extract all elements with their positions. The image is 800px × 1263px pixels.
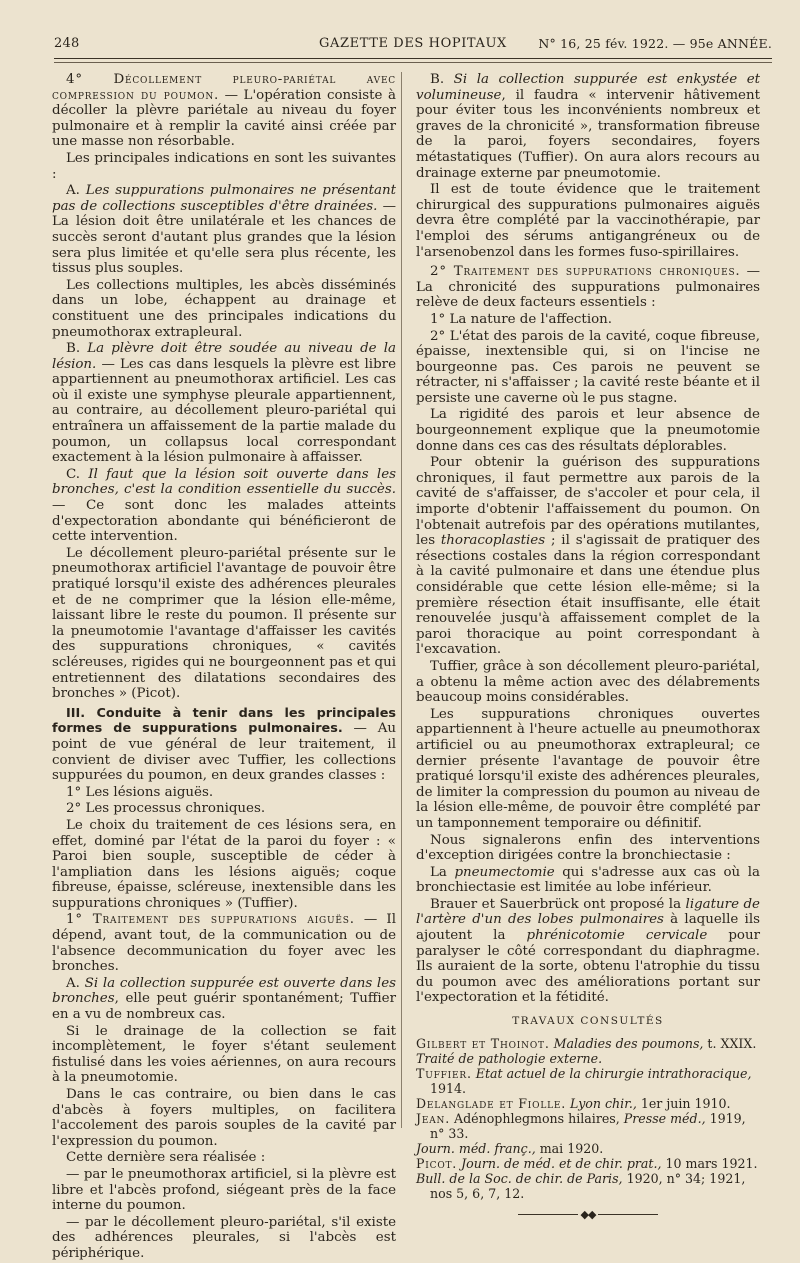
reference-title: Traité de pathologie externe. [416,1050,603,1066]
paragraph-lead: A. [66,975,85,991]
list-item: 1° La nature de l'affection. [430,311,613,327]
italic-text: pneumectomie [454,864,555,880]
paragraph [416,865,760,896]
references-title: TRAVAUX CONSULTÉS [512,1015,664,1028]
paragraph: Le décollement pleuro-pariétal présente sur le pneumothorax artificiel l'avantage de pouvoir être pratiqué lorsqu'il existe des adhérences pleurales et de ne comprimer que la lésion elle-même, laissant libre le reste du poumon. Il présente sur la pneumotomie l'avantage d'affaisser les cavités des suppurations chroniques, « cavités scléreuses, rigides qui ne bourgeonnent pas et qui entretiennent des dilatations secondaires des bronches » (Picot). [52,545,396,702]
paragraph: — par le pneumothorax artificiel, si la plèvre est libre et l'abcès profond, siégeant près de la face interne du poumon. [52,1166,396,1214]
reference-detail: 1er juin 1910. [636,1095,731,1111]
paragraph: Si le drainage de la collection se fait incomplètement, le foyer s'étant seulement fistulisé dans les voies aériennes, on aura recours à la pneumotomie. [52,1023,396,1086]
reference-detail: 10 mars 1921. [661,1155,758,1171]
section-heading: 4° Décollement pleuro-pariétal avec compression du poumon. [52,72,396,103]
paragraph-text: La [430,864,455,880]
paragraph-text: qui s'adresse aux cas où la bronchiectasie est limitée au lobe inférieur. [416,864,760,896]
italic-text: Si la collection suppurée est enkystée et volumineuse [416,72,760,103]
paragraph: Les collections multiples, les abcès disséminés dans un lobe, échappent au drainage et constituent une des principales indications du pneumothorax extrapleural. [52,277,396,340]
reference-item [416,1171,760,1201]
paragraph: — par le décollement pleuro-pariétal, s'il existe des adhérences pleurales, si l'abcès est périphérique. [52,1214,396,1261]
list-item: 2° Les processus chroniques. [66,801,266,817]
reference-author: Picot. [416,1155,458,1171]
paragraph [416,897,760,1006]
paragraph [52,183,396,277]
reference-detail: t. XXIX. [703,1035,757,1051]
references-list [416,1036,760,1201]
reference-item [416,1036,760,1051]
reference-title: Bull. de la Soc. de chir. de Paris, [416,1170,623,1186]
ornament-line [518,1214,578,1215]
header-rule-top [54,58,772,59]
paragraph [52,976,396,1023]
italic-text: Il faut que la lésion soit ouverte dans les bronches, c'est la condition essentielle du succès. [52,466,396,498]
paragraph [416,264,760,311]
reference-title: Lyon chir., [566,1095,637,1111]
paragraph [52,72,396,150]
reference-title: Maladies des poumons, [549,1035,704,1051]
reference-author: Jean. [416,1110,450,1126]
section-heading: III. Conduite à tenir dans les principales formes de suppurations pulmonaires. [52,705,396,737]
italic-text: Les suppurations pulmonaires ne présentant pas de collections susceptibles d'être drainées. [52,183,396,214]
reference-detail: 1920, n° 34; 1921, nos 5, 6, 7, 12. [430,1170,746,1201]
reference-title: Journ. méd. franç., [416,1140,536,1156]
paragraph-text: — La lésion doit être unilatérale et les chances de succès seront d'autant plus grandes que la lésion sera plus limitée et qu'elle sera plus récente, les tissus plus souples. [52,198,396,277]
paragraph-text: — Les cas dans lesquels la plèvre est libre appartiennent au pneumothorax artificiel. Les cas où il existe une symphyse pleurale appartiennent, au contraire, au décollement pleuro-pariétal qui entraînera un affaissement de la partie malade du poumon, un collapsus local correspondant exactement à la lésion pulmonaire à affaisser. [52,356,396,466]
paragraph: Tuffier, grâce à son décollement pleuro-pariétal, a obtenu la même action avec des délabrements beaucoup moins considérables. [416,658,760,706]
reference-item [416,1066,760,1096]
paragraph-text: — Ce sont donc les malades atteints d'expectoration abondante qui bénéficieront de cette intervention. [52,498,396,545]
reference-item [416,1051,760,1066]
paragraph-text: — Au point de vue général de leur traitement, il convient de diviser avec Tuffier, les collections suppurées du poumon, en deux grandes classes : [52,721,396,784]
reference-detail: Adénophlegmons hilaires, [450,1110,624,1126]
column-divider [401,72,402,1128]
paragraph-lead: C. [66,466,89,482]
reference-author: Delanglade et Fiolle. [416,1095,567,1111]
paragraph-text: — L'opération consiste à décoller la plèvre pariétale au niveau du foyer pulmonaire et à remplir la cavité ainsi créée par une masse non résorbable. [52,87,396,150]
reference-item [416,1096,760,1111]
page-number: 248 [54,36,80,51]
page-header [54,36,772,56]
left-column [52,72,396,1263]
section-heading: 2° Traitement des suppurations chroniques. [430,264,741,280]
paragraph-lead: B. [66,341,88,357]
italic-text: thoracoplasties [440,533,546,549]
paragraph: Nous signalerons enfin des interventions d'exception dirigées contre la bronchiectasie : [416,832,760,864]
reference-title: Presse méd., [623,1110,706,1126]
paragraph [52,341,396,466]
reference-item [416,1156,760,1171]
paragraph-text: , il faudra « intervenir hâtivement pour éviter tous les inconvénients nombreux et graves de la chronicité », transformation fibreuse de la paroi, foyers secondaires, foyers métastatiques (Tuffier). On aura alors recours au drainage externe par pneumotomie. [416,87,760,181]
reference-detail: mai 1920. [535,1140,604,1156]
paragraph [416,72,760,181]
list-item: 1° Les lésions aiguës. [66,784,214,800]
paragraph-text: à laquelle ils ajoutent la [416,912,760,944]
paragraph: Il est de toute évidence que le traitement chirurgical des suppurations pulmonaires aiguës devra être complété par la vaccinothérapie, par l'emploi des sérums antigangréneux ou de l'arsenobenzol dans les formes fuso-spirillaires. [416,182,760,260]
paragraph: Cette dernière sera réalisée : [66,1150,266,1166]
paragraph-text: , elle peut guérir spontanément; Tuffier en a vu de nombreux cas. [52,991,396,1023]
ornament-glyph: ◆◆ [580,1207,596,1221]
paragraph [416,455,760,658]
paragraph-text: — Il dépend, avant tout, de la communication ou de l'absence decommunication du foyer avec les bronches. [52,912,396,975]
end-ornament [416,1207,760,1223]
paragraph-lead: A. [66,183,86,199]
section-heading: 1° Traitement des suppurations aiguës. [66,912,355,928]
header-rule-bottom [54,62,772,63]
ornament-line [598,1214,658,1215]
paragraph [52,706,396,784]
reference-item [416,1111,760,1141]
paragraph: La rigidité des parois et leur absence de bourgeonnement explique que la pneumotomie donne dans ces cas des résultats déplorables. [416,407,760,454]
paragraph-text: Brauer et Sauerbrück ont proposé la [430,896,686,912]
paragraph-text: pour paralyser le côté correspondant du diaphragme. Ils auraient de la sorte, obtenu l'atrophie du tissu du poumon avec des améliorations portant sur l'expectoration et la fétidité. [416,928,760,1006]
issue-info: N° 16, 25 fév. 1922. — 95e ANNÉE. [538,36,772,51]
paragraph [52,467,396,545]
paragraph: Les principales indications en sont les suivantes : [52,150,396,182]
reference-title: Etat actuel de la chirurgie intrathoracique, [471,1065,752,1081]
italic-text: phrénicotomie cervicale [526,928,708,944]
reference-author: Gilbert et Thoinot. [416,1035,550,1051]
italic-text: ligature de l'artère d'un des lobes pulmonaires [416,896,760,928]
paragraph-lead: B. [430,72,454,87]
list-item: 2° L'état des parois de la cavité, coque fibreuse, épaisse, inextensible qui, si on l'incise ne bourgeonne pas. Ces parois ne peuvent se rétracter, ni s'affaisser ; la cavité reste béante et il persiste une caverne où le pus stagne. [416,328,760,406]
reference-item [416,1141,760,1156]
paragraph-text: — La chronicité des suppurations pulmonaires relève de deux facteurs essentiels : [416,264,760,311]
reference-author: Tuffier. [416,1065,472,1081]
italic-text: Si la collection suppurée est ouverte dans les bronches [52,975,397,1007]
reference-detail: 1919, n° 33. [430,1110,746,1141]
journal-title: GAZETTE DES HOPITAUX [319,36,507,51]
paragraph: Les suppurations chroniques ouvertes appartiennent à l'heure actuelle au pneumothorax artificiel ou au pneumothorax extrapleural; ce dernier présente l'avantage de pouvoir être pratiqué lorsqu'il existe des adhérences pleurales, de limiter la compression du poumon au niveau de la lésion elle-même, de pouvoir être complété par un tamponnement temporaire ou définitif. [416,706,760,831]
paragraph: Dans le cas contraire, ou bien dans le cas d'abcès à foyers multiples, on facilitera l'accolement des parois souples de la cavité par l'expression du poumon. [52,1087,396,1149]
paragraph [52,912,396,974]
reference-title: Journ. de méd. et de chir. prat., [457,1155,662,1171]
reference-detail: 1914. [430,1080,467,1096]
right-column [416,72,760,1222]
paragraph: Le choix du traitement de ces lésions sera, en effet, dominé par l'état de la paroi du foyer : « Paroi bien souple, susceptible de céder à l'ampliation dans les lésions aiguës; coque fibreuse, épaisse, scléreuse, inextensible dans les suppurations chroniques » (Tuffier). [52,817,396,911]
paragraph-text: ; il s'agissait de pratiquer des résections costales dans la région correspondant à la cavité pulmonaire et dans une étendue plus considérable que cette lésion elle-même; si la première résection était insuffisante, elle était renouvelée jusqu'à affaissement complet de la paroi thoracique au point correspondant à l'excavation. [416,533,760,658]
paragraph-text: Pour obtenir la guérison des suppurations chroniques, il faut permettre aux parois de la cavité de s'affaisser, de s'accoler et pour cela, il importe d'obtenir l'affaissement du poumon. On l'obtenait autrefois par des opérations mutilantes, les [416,455,760,549]
italic-text: La plèvre doit être soudée au niveau de la lésion. [52,341,396,372]
